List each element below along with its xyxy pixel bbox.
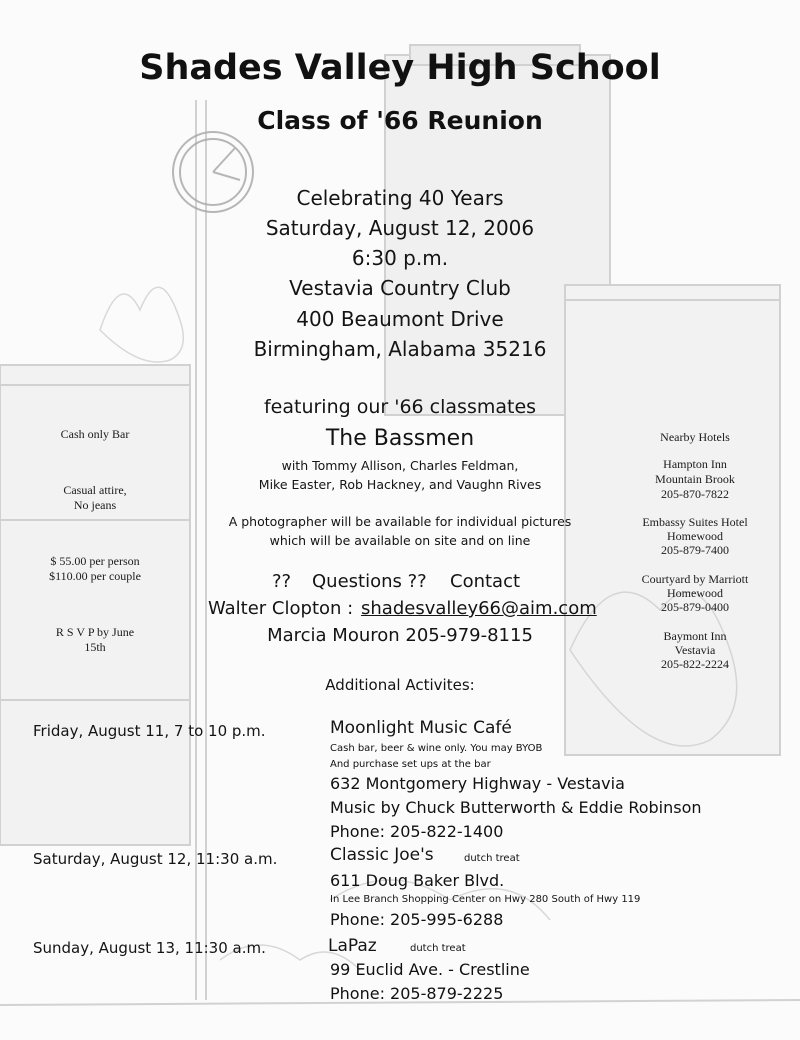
cash-bar-note: Cash only Bar	[60, 427, 130, 441]
activities-heading: Additional Activites:	[325, 676, 475, 694]
hotel-courtyard-phone: 205-879-0400	[661, 600, 729, 614]
event-date: Saturday, August 12, 2006	[265, 216, 535, 240]
event-time: 6:30 p.m.	[351, 246, 449, 270]
attire-note-line1: Casual attire,	[63, 483, 127, 497]
friday-venue-name: Moonlight Music Café	[330, 718, 512, 738]
reunion-subtitle: Class of '66 Reunion	[257, 106, 543, 135]
event-venue: Vestavia Country Club	[289, 276, 511, 300]
hotel-courtyard-area: Homewood	[667, 586, 723, 600]
friday-phone: Phone: 205-822-1400	[330, 822, 504, 841]
hotel-hampton-name: Hampton Inn	[663, 457, 727, 471]
friday-note1: Cash bar, beer & wine only. You may BYOB	[330, 743, 543, 754]
saturday-when: Saturday, August 12, 11:30 a.m.	[33, 850, 278, 868]
sunday-when: Sunday, August 13, 11:30 a.m.	[33, 939, 266, 957]
hotel-embassy-name: Embassy Suites Hotel	[642, 515, 748, 529]
saturday-phone: Phone: 205-995-6288	[330, 910, 504, 929]
attire-note-line2: No jeans	[73, 498, 117, 512]
contact-person1-name: Walter Clopton :	[208, 598, 354, 619]
band-members-line2: Mike Easter, Rob Hackney, and Vaughn Rives	[258, 477, 542, 492]
friday-address: 632 Montgomery Highway - Vestavia	[330, 774, 625, 793]
contact-person2: Marcia Mouron 205-979-8115	[267, 625, 533, 646]
hotel-embassy-phone: 205-879-7400	[661, 543, 729, 557]
hotel-embassy-area: Homewood	[667, 529, 723, 543]
celebrating-line: Celebrating 40 Years	[296, 186, 504, 210]
friday-music: Music by Chuck Butterworth & Eddie Robinson	[330, 798, 702, 817]
price-per-couple: $110.00 per couple	[49, 569, 141, 583]
hotel-baymont-name: Baymont Inn	[663, 629, 727, 643]
event-city: Birmingham, Alabama 35216	[253, 337, 547, 361]
contact-q1: ??	[272, 571, 292, 592]
sunday-venue-name: LaPaz	[328, 936, 377, 956]
photographer-line2: which will be available on site and on line	[269, 533, 531, 548]
contact-questions: Questions ??	[312, 571, 427, 592]
event-street: 400 Beaumont Drive	[296, 307, 504, 331]
band-name: The Bassmen	[325, 426, 475, 451]
feature-intro: featuring our '66 classmates	[263, 396, 537, 418]
sunday-dutch-treat: dutch treat	[410, 943, 466, 954]
band-members-line1: with Tommy Allison, Charles Feldman,	[281, 458, 519, 473]
hotel-hampton-phone: 205-870-7822	[661, 487, 729, 501]
contact-heading: Contact	[450, 571, 521, 592]
hotel-hampton-area: Mountain Brook	[655, 472, 735, 486]
sunday-address: 99 Euclid Ave. - Crestline	[330, 960, 530, 979]
friday-note2: And purchase set ups at the bar	[330, 759, 491, 770]
sunday-phone: Phone: 205-879-2225	[330, 984, 504, 1003]
hotels-heading: Nearby Hotels	[660, 430, 730, 444]
saturday-venue-name: Classic Joe's	[330, 845, 434, 865]
hotel-baymont-area: Vestavia	[674, 643, 716, 657]
photographer-line1: A photographer will be available for individual pictures	[228, 514, 572, 529]
contact-email-link[interactable]: shadesvalley66@aim.com	[361, 598, 597, 619]
rsvp-note-line1: R S V P by June	[55, 625, 135, 639]
price-per-person: $ 55.00 per person	[50, 554, 140, 568]
hotel-courtyard-name: Courtyard by Marriott	[641, 572, 749, 586]
rsvp-note-line2: 15th	[84, 640, 106, 654]
hotel-baymont-phone: 205-822-2224	[661, 657, 729, 671]
school-title: Shades Valley High School	[139, 48, 661, 88]
saturday-dutch-treat: dutch treat	[464, 853, 520, 864]
friday-when: Friday, August 11, 7 to 10 p.m.	[33, 722, 266, 740]
saturday-address: 611 Doug Baker Blvd.	[330, 871, 505, 890]
saturday-location-note: In Lee Branch Shopping Center on Hwy 280 South of Hwy 119	[330, 894, 641, 905]
